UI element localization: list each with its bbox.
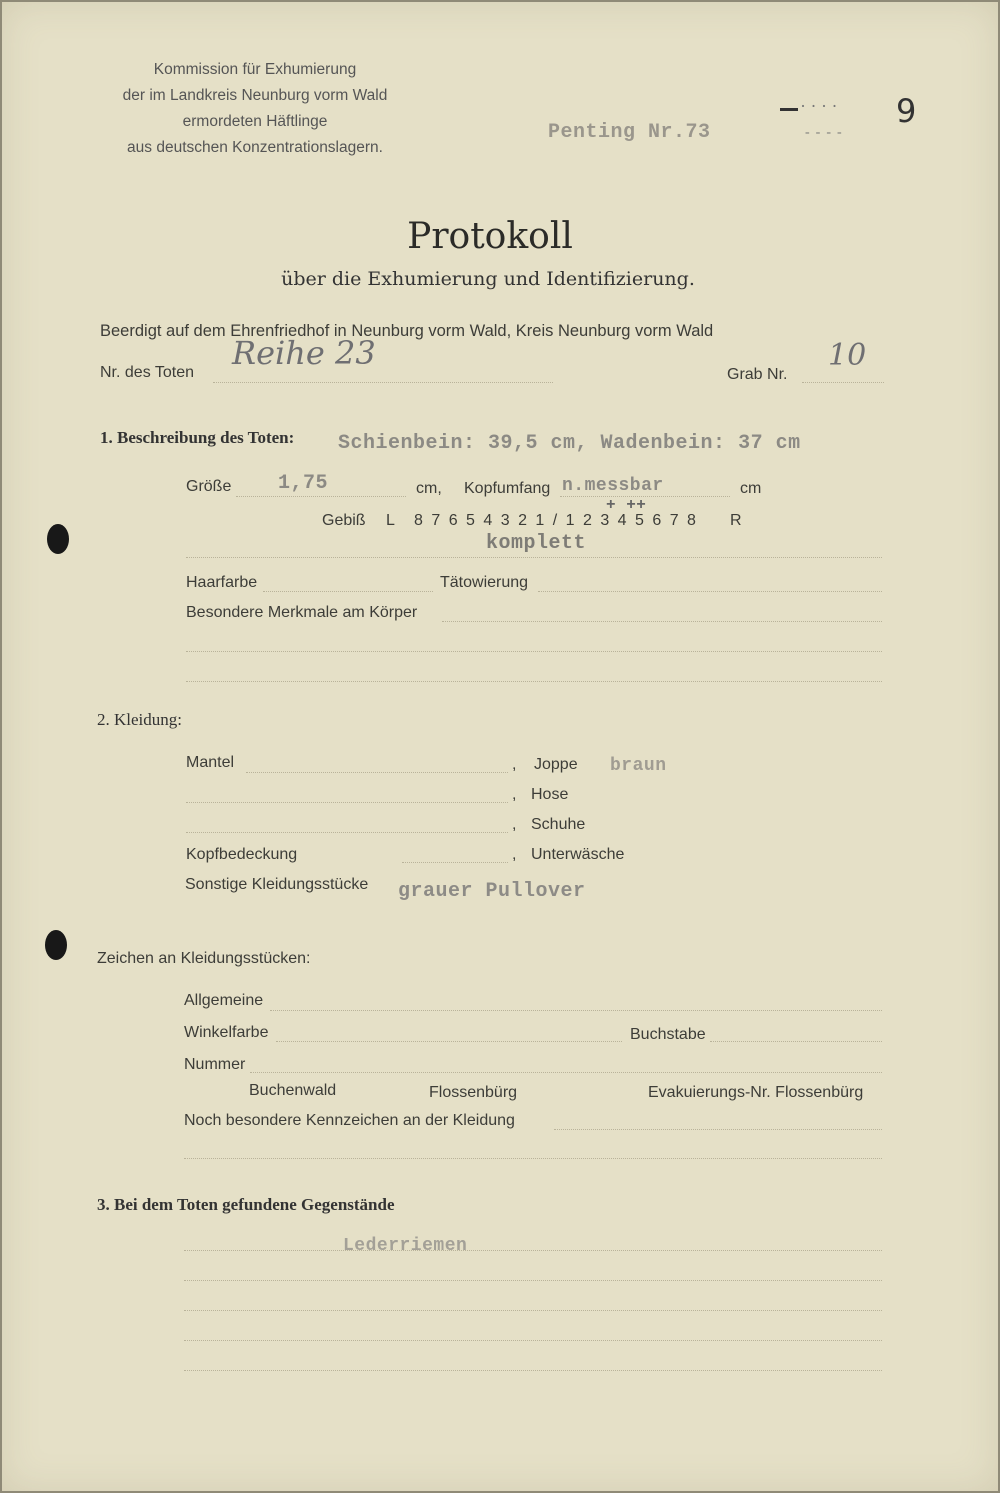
header-line-2: der im Landkreis Neunburg vorm Wald (122, 87, 388, 104)
shoes-label: Schuhe (531, 816, 586, 833)
section-1-value: Schienbein: 39,5 cm, Wadenbein: 37 cm (338, 432, 801, 455)
page-number: 9 (896, 92, 917, 130)
underwear-label: Unterwäsche (531, 846, 625, 863)
cm-label-1: cm, (416, 480, 442, 497)
buchenwald-label: Buchenwald (249, 1082, 337, 1099)
teeth-numbers: 8 7 6 5 4 3 2 1 / 1 2 3 4 5 6 7 8 (414, 512, 698, 529)
general-label: Allgemeine (184, 992, 264, 1009)
dead-number-value: Reihe 23 (232, 334, 376, 372)
teeth-extra-line (186, 557, 882, 558)
header-line-3: ermordeten Häftlinge (182, 113, 328, 130)
stamp-mark (780, 108, 798, 111)
section-2-label: 2. Kleidung: (97, 710, 182, 729)
items-line-5 (184, 1370, 882, 1371)
evacuation-number-label: Evakuierungs-Nr. Flossenbürg (648, 1084, 864, 1101)
dead-number-label: Nr. des Toten (100, 364, 194, 381)
section-1-label: 1. Beschreibung des Toten: (100, 428, 295, 447)
other-marks-label: Noch besondere Kennzeichen an der Kleidung (184, 1112, 515, 1129)
hair-color-label: Haarfarbe (186, 574, 258, 591)
items-line-1 (184, 1250, 882, 1251)
teeth-marks: + ++ (606, 496, 647, 514)
trousers-label: Hose (531, 786, 569, 803)
size-line (236, 496, 406, 497)
punch-hole-bottom (45, 930, 67, 960)
features-line-2 (186, 651, 882, 652)
triangle-color-line (276, 1041, 622, 1042)
punch-hole-top (47, 524, 69, 554)
general-line (270, 1010, 882, 1011)
grave-number-label: Grab Nr. (727, 366, 788, 383)
items-line-2 (184, 1280, 882, 1281)
stamp-scribble: · · · · (800, 96, 838, 116)
teeth-value: komplett (486, 532, 587, 555)
flossenburg-label: Flossenbürg (429, 1084, 518, 1101)
hair-color-line (263, 591, 433, 592)
other-marks-line-2 (184, 1158, 882, 1159)
other-clothing-label: Sonstige Kleidungsstücke (185, 876, 369, 893)
grave-number-value: 10 (828, 338, 867, 373)
coat-line (246, 772, 508, 773)
size-label: Größe (186, 478, 232, 495)
teeth-right-marker: R (730, 512, 742, 529)
jacket-value: braun (610, 756, 667, 776)
page-title: Protokoll (407, 216, 573, 257)
comma-3: , (512, 816, 517, 833)
coat-line-2 (186, 802, 508, 803)
marks-section-label: Zeichen an Kleidungsstücken: (97, 950, 311, 967)
jacket-label: Joppe (534, 756, 578, 773)
teeth-left-marker: L (386, 512, 395, 529)
features-label: Besondere Merkmale am Körper (186, 604, 418, 621)
head-circumference-label: Kopfumfang (464, 480, 551, 497)
found-item-value: Lederriemen (343, 1236, 468, 1256)
number-line (250, 1072, 882, 1073)
comma-1: , (512, 756, 517, 773)
coat-label: Mantel (186, 754, 235, 771)
headwear-label: Kopfbedeckung (186, 846, 298, 863)
cm-label-2: cm (740, 480, 762, 497)
header-line-4: aus deutschen Konzentrationslagern. (127, 139, 383, 156)
tattoo-label: Tätowierung (440, 574, 529, 591)
headwear-line (402, 862, 508, 863)
comma-2: , (512, 786, 517, 803)
letter-line (710, 1041, 882, 1042)
section-3-label: 3. Bei dem Toten gefundene Gegenstände (97, 1195, 395, 1214)
items-line-3 (184, 1310, 882, 1311)
features-line (442, 621, 882, 622)
dash-mark: ---- (805, 125, 848, 140)
features-line-3 (186, 681, 882, 682)
stamp-text: Penting Nr.73 (548, 121, 711, 144)
coat-line-3 (186, 832, 508, 833)
other-marks-line (554, 1129, 882, 1130)
teeth-label: Gebiß (322, 512, 366, 529)
dead-number-line (213, 382, 553, 383)
header-line-1: Kommission für Exhumierung (153, 61, 357, 78)
page-subtitle: über die Exhumierung und Identifizierung. (281, 268, 695, 290)
triangle-color-label: Winkelfarbe (184, 1024, 269, 1041)
items-line-4 (184, 1340, 882, 1341)
other-clothing-value: grauer Pullover (398, 880, 586, 903)
tattoo-line (538, 591, 882, 592)
head-circumference-value: n.messbar (562, 476, 664, 496)
burial-line: Beerdigt auf dem Ehrenfriedhof in Neunburg vorm Wald, Kreis Neunburg vorm Wald (100, 322, 714, 340)
letter-label: Buchstabe (630, 1026, 706, 1043)
grave-number-line (802, 382, 884, 383)
size-value: 1,75 (278, 472, 329, 495)
number-label: Nummer (184, 1056, 246, 1073)
comma-4: , (512, 846, 517, 863)
